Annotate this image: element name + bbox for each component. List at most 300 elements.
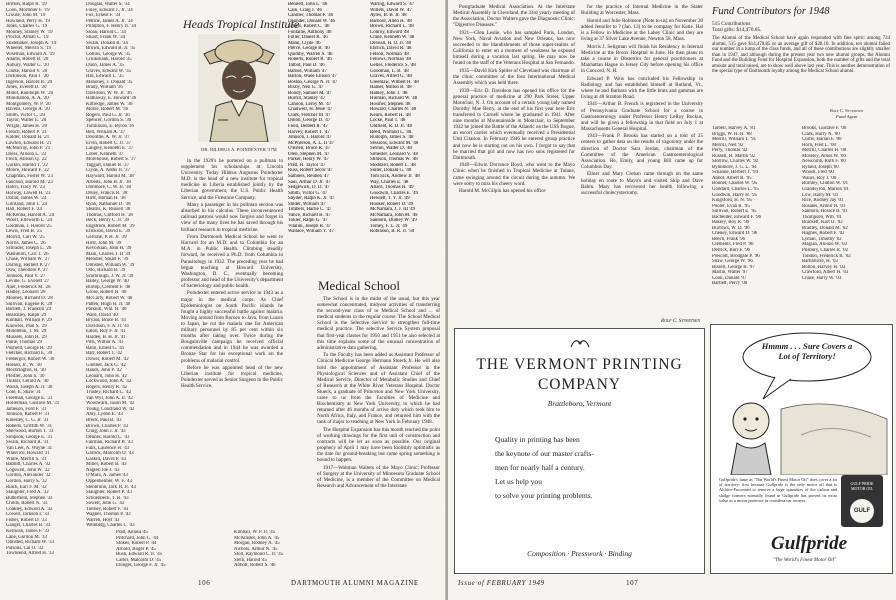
- contributor-name: Hanley, John T. '48: [370, 90, 408, 96]
- contributor-name: Morehouse, Robert S. '37: [86, 157, 136, 163]
- contributor-name: Burtop, Clement F. '40: [86, 284, 131, 290]
- contributor-name: Tomey, F. L. Jr. '49: [370, 223, 408, 229]
- contributor-name: Greenlaw, Wilbert H. '48: [370, 79, 419, 85]
- contributor-name: Ehrlich, David R. '48: [370, 46, 412, 52]
- class-notes-column-1: [453, 4, 575, 196]
- contributors-column-5: [370, 2, 446, 235]
- contributor-name: Barr, Robert T. '42: [86, 351, 123, 357]
- contributor-name: Bachelder, Edward F. '96: [712, 214, 762, 220]
- contributor-name: Dunn, James A. '35: [86, 63, 124, 69]
- contributor-name: Clarke, Harold V. '20: [6, 68, 48, 74]
- contributor-name: Kimball, William P. '29: [6, 318, 52, 324]
- contributor-name: Falls, Laurence H. '43: [86, 445, 130, 451]
- contributor-name: Tom Eick, Andrew Jr. '48: [370, 173, 420, 179]
- contributor-name: Brown, Edward B. Jr. '35: [86, 46, 136, 52]
- class-notes-column-2: [581, 4, 703, 197]
- contributor-name: Patten, Hugh H. Jr. '40: [86, 301, 131, 307]
- contributor-name: Snyder, Ralph K. Jr. '47: [288, 196, 335, 202]
- contributor-name: Bennett, John L. '46: [288, 2, 328, 7]
- class-note-paragraph: Edward P. Weis has concluded his Fellowship in Radiology and has established himself at Rutland, Vt., where he and Barbara with the little brats and gammas are living at 48 Stratton Road.: [581, 75, 703, 100]
- contributor-name: Babbitt, Charles A. '32: [6, 462, 51, 468]
- contributor-name: Crouse, John M. '19: [6, 13, 46, 19]
- contributor-name: Crane, Kenneth W. '48: [370, 35, 415, 41]
- contributor-name: Storrow, Charles W. '92: [712, 159, 759, 165]
- contributors-column-4: [288, 2, 370, 235]
- gulfpride-ad: [710, 324, 893, 574]
- contributor-name: Horn, Fred L. '00: [802, 142, 836, 148]
- contributor-name: Davidson, W. W. Jr. '36: [86, 90, 132, 96]
- portrait-caption: DR. HILDRUS A. POINDEXTER '27M: [201, 147, 277, 152]
- contributor-name: Young, Courtland W. '42: [86, 406, 135, 412]
- contributor-name: McNamara, John M. '49: [370, 212, 418, 218]
- contributor-name: Abbott, Robert S. '46: [234, 563, 276, 569]
- contributor-name: Tokler, Ralph G. '47: [288, 218, 328, 224]
- contributor-name: Daunder, Donald W. '46: [288, 18, 336, 24]
- contributor-name: Chase, William W. '27: [6, 257, 50, 263]
- contributor-name: Deveall, H. O. Jr. '48: [370, 40, 412, 46]
- contributor-name: Gordon, Harry S. '32: [6, 479, 47, 485]
- contributor-name: Graves, Alfred G. '48: [370, 74, 412, 80]
- contributor-name: Roberts, Robert R. '46: [288, 57, 332, 63]
- class-note-paragraph: Morris J. Seligman will finish his Residency in Internal Medicine at the Bronx Hospital in June. He then plans to take a course in Obstetrics for general practitioners at Manhattan Hague in Jersey City before opening his office in Concord, N. H.: [581, 43, 703, 74]
- contributor-name: Cain, Craig J. '46: [288, 7, 322, 13]
- contributor-name: Bynnmore, J. G. L. '94: [712, 164, 757, 170]
- contributor-name: Ravens, George A. '20: [6, 107, 50, 113]
- contributor-name: Plimpton, F. Henry Jr. '34: [86, 24, 137, 30]
- contributor-name: Wheeler, Melvin S. '19: [6, 46, 52, 52]
- contributor-name: Hirst, John M. '39: [86, 240, 122, 246]
- contributor-name: Tondon, Frederick R. '02: [802, 253, 851, 259]
- right-page: [448, 0, 896, 600]
- contributor-name: Pitts, Wilbur A. '41: [86, 340, 124, 346]
- contributor-name: McCarty, Robert W. '40: [86, 295, 133, 301]
- contributor-name: Sessions, Edward M. '48: [370, 140, 419, 146]
- contributor-name: Lewis, Fred B. '25: [6, 229, 43, 235]
- contributor-name: Morgan, Rodney A. '45: [234, 541, 280, 547]
- fund-total-gifts: Total gifts: $14,470.85.: [712, 27, 762, 33]
- contributor-name: Field, Delbert R. '47: [288, 124, 328, 130]
- contributor-name: Auer, Frederick M. '28: [6, 284, 51, 290]
- contributor-name: Grose, Robert H. '40: [86, 290, 127, 296]
- contributor-name: Sloan, Harold C. '34: [86, 29, 126, 35]
- medical-paragraph: The School is in the midst of the usual, but this year somewhat concentrated, midyear activities of transferring the second-year class of to Medical School and ... of medical students in the regular course. The School Medical School is the Selective Service to strengthen full-time medical practice. The selective Service System proposal that first-year classes for 1950 and 1951 be also selected at this time explains some of the unusual concentration of administrative data gathering.: [317, 296, 440, 351]
- contributor-name: Knowles, Paul S. '29: [6, 323, 47, 329]
- contributors-column-4b: [234, 530, 316, 569]
- contributor-name: Hadley, Leonard '28: [6, 290, 46, 296]
- gulf-speech-bubble: Hmmm . . . Sure Covers a Lot of Territory!: [761, 341, 853, 361]
- contributor-name: Mooney, Stanley W. '19: [6, 29, 53, 35]
- contributor-name: Proctor, Alman C. '19: [6, 35, 49, 41]
- contributor-name: Gilliland, John T. '24: [6, 201, 48, 207]
- contributor-name: Breck, Paul B. '43: [86, 418, 122, 424]
- contributor-name: McKenna, Harold A. '24: [6, 212, 55, 218]
- contributor-name: Samuels, Reuben '47: [288, 173, 329, 179]
- contributor-name: Ryan, Nathaniel D. '38: [86, 201, 131, 207]
- contributor-name: Barbour, Allen H. '48: [370, 18, 412, 24]
- contributor-name: Hathaway, E. Howard '36: [86, 96, 137, 102]
- contributor-name: Tarbell, Harvey A. '81: [712, 126, 756, 131]
- contributor-name: Fanchon, Harold M. '23: [6, 179, 53, 185]
- class-note-paragraph: 1939—Eric D. Davidson has opened his office for the general practice of medicine at 290 Park Street, Upper Montclair, N. J. On account of a certain young lady named Dorothy Mae Berry, at the end of his first year here Eric transferred to Cornell where he graduated in 1941. After nine months at Mountainside in Montclair, in September 1942 he joined the Battle of the Atlantic on the USS Bogue, an escort carrier which eventually received a Presidential Unit Citation. In February 1946 he entered group practice and now he is starting out on his own. I forgot to say that he married that girl and now has two sons registered for Dartmouth.: [453, 87, 575, 161]
- class-note-paragraph: Harold M. McGilpin has opened his office: [459, 188, 546, 195]
- right-page-number: 107: [626, 579, 639, 587]
- contributor-name: Van Wyl, John A. Jr. '42: [86, 395, 133, 401]
- contributor-name: Kearn, Robert H. '48: [370, 112, 411, 118]
- contributor-name: Sanborn, Dudley W. '49: [370, 218, 417, 224]
- vermont-printing-ad: [454, 328, 705, 574]
- contributor-name: Barbarioxe, H. '03: [802, 259, 838, 265]
- contributor-name: Freeman, George E. '31: [6, 395, 53, 401]
- contributor-name: Schanne, Herbert T. '94: [712, 170, 758, 176]
- medical-paragraph: 1917—Waltman Walters of the Mayo Clinic, Professor of Surgery at the University of Minnesota Graduate School of Medicine, is a member of the Committee on Medical Research and Advancement of the Interstate: [317, 465, 440, 490]
- contributor-name: Goldman, J. Harold '25: [6, 223, 52, 229]
- contributor-name: Collins, George W. '35: [86, 51, 131, 57]
- fund-contributors-b: [802, 126, 890, 281]
- contributor-name: Harvey, Robert T. '47: [288, 129, 330, 135]
- contributor-name: Ryland, Joseph '00: [802, 164, 839, 170]
- contributor-name: Gurkin, Harold T. '22: [6, 162, 48, 168]
- contributor-name: Hughes, Robert F. '02: [802, 231, 845, 237]
- contributors-column-2b: [116, 530, 198, 569]
- left-footer-title: DARTMOUTH ALUMNI MAGAZINE: [291, 579, 419, 587]
- contributor-name: Waring, Edward S. '47: [370, 2, 415, 7]
- gulf-can-label: GULF PRIDE MOTOR OIL: [850, 481, 874, 491]
- contributor-name: Bradley, Donald M. '02: [802, 225, 848, 231]
- contributor-name: Mendier, Stuart F. '39: [86, 257, 129, 263]
- contributor-name: Petrine, James A. Jr. '34: [86, 18, 133, 24]
- contributor-name: Adams, Robert B. '20: [6, 57, 49, 63]
- contributor-name: Stoddard, Robert L. '48: [370, 162, 416, 168]
- contributor-name: Rosales, Arthur H. '01: [802, 203, 846, 209]
- contributor-name: Rice, Rodney Jay '01: [802, 198, 844, 204]
- contributor-name: Bissell, George B. '97: [712, 264, 755, 270]
- contributor-name: Lyman, Timothy '02: [802, 236, 842, 242]
- class-note-paragraph: Elmer and Mary Creban came through on the same holiday en route to Mayo's and visited Skip and Dave Rabin. Mary has recovered her health following a successful cholecystectomy.: [581, 171, 703, 196]
- contributor-name: Smith, Victor C. '20: [6, 112, 45, 118]
- contributor-name: Pratt, H. Taylor '47: [288, 162, 326, 168]
- contributors-column-2: [86, 2, 164, 528]
- contributor-name: Bush, Edward R. Jr. '45: [116, 552, 163, 558]
- contributor-name: Fontaine, Anthony '46: [288, 29, 332, 35]
- contributor-name: Chase, Harry W. '03: [802, 275, 842, 281]
- contributor-name: Schrader, Joseph L. '26: [6, 246, 52, 252]
- contributor-name: Olmsted, Richard W. '33: [6, 540, 55, 546]
- contributor-name: Kimball, W. P. Jr. '45: [234, 530, 276, 535]
- contributor-name: Gauger, Charles B. '33: [6, 523, 51, 529]
- contributor-name: Oppenheimer, W. F. '43: [86, 479, 132, 485]
- contributor-name: Fuller, Daniel B. '46: [288, 35, 328, 41]
- contributor-name: Aubury, Walter G. '20: [6, 63, 49, 69]
- contributor-name: Shaw, George W. '96: [712, 259, 753, 265]
- contributor-name: Wright, James H. '20: [6, 124, 48, 130]
- contributor-name: Holsen, Jr., W. '30: [6, 362, 42, 368]
- contributor-name: Jones, Everett D. '20: [6, 85, 47, 91]
- contributor-name: Stearns, K. Russell '38: [86, 207, 131, 213]
- contributor-name: Mahoney, J. Donald '35: [86, 79, 133, 85]
- contributor-name: Kinesiey, C. G. Jr. '31: [6, 418, 49, 424]
- contributor-name: Lane, Gordon M. '33: [6, 534, 47, 540]
- article-paragraph: In the 1920's he portered on a pullman to supplement his scholarships at Lincoln University. Today Hildrus Augustus Poindexter M.D. is the head of a new institute for tropical medicine in Liberia established jointly by the Liberian government, the U.S. Public Health Service, and the Firestone Company.: [181, 158, 283, 201]
- contributor-name: Pilsbury, Charles R. '02: [802, 248, 849, 254]
- contributor-name: Thomas, Clifford H. '38: [86, 212, 133, 218]
- contributor-name: Russ, Robert Secor '47: [288, 168, 333, 174]
- contributor-name: Snider, William '47: [288, 201, 326, 207]
- contributor-name: Bartlett, J. Franklin '29: [6, 307, 52, 313]
- contributor-name: Gelles, Frederick S. '48: [370, 63, 416, 69]
- contributor-name: Saul, Arthur D. Jr. '47: [288, 179, 331, 185]
- contributor-name: Russell, H. Martin '92: [712, 153, 756, 159]
- contributor-name: Stimson, Thomas W. '48: [370, 157, 418, 163]
- contributor-name: Fellows, Norman '48: [370, 57, 411, 63]
- contributor-name: Hill, Edward L. '35: [86, 74, 124, 80]
- contributor-name: Boston, George N. Jr. '47: [288, 79, 338, 85]
- contributor-name: Ingersoll, Harold B. '20: [6, 79, 53, 85]
- contributor-name: Hamer, Milton B. '48: [370, 85, 412, 91]
- contributor-name: Douglas, Walter S. '34: [86, 2, 130, 7]
- contributor-name: Sullivan, Eugene R. '28: [6, 301, 53, 307]
- contributor-name: Kerruish, James F. '33: [6, 528, 50, 534]
- contributor-name: Davidson, F. A. Jr. '41: [86, 323, 130, 329]
- contributor-name: Brown, Charles P. '43: [86, 423, 129, 429]
- contributor-name: Fairman, Richard B. '43: [86, 440, 133, 446]
- vermont-ad-location: Brattleboro, Vermont: [547, 399, 612, 408]
- contributor-name: Fefson, Norman '48: [370, 51, 409, 57]
- contributor-name: Stuart, Frank W. '34: [86, 35, 126, 41]
- contributor-name: Schoenbeck, T. R. '43: [86, 495, 129, 501]
- contributor-name: McMurray, John P. '21: [6, 146, 51, 152]
- contributor-name: Gerrone, P. H. Jr. '39: [86, 234, 127, 240]
- contributor-name: Grandsyron, Marion '01: [802, 187, 849, 193]
- contributor-name: Goodwin, Charles E. '49: [370, 190, 419, 196]
- contributor-name: Parker, Henry W. '47: [288, 157, 329, 163]
- contributor-name: Merrill, Charles H. '00: [802, 148, 847, 154]
- contributor-name: Finch, Allison Q. '22: [6, 157, 47, 163]
- right-footer-issue: Issue of FEBRUARY 1949: [458, 579, 545, 587]
- contributor-name: Trustey, Richard C. '42: [86, 390, 132, 396]
- contributor-name: Goodman, L. B. '48: [370, 68, 409, 74]
- contributor-name: Olmsted, William W. '39: [86, 262, 135, 268]
- contributor-name: McNamara, J. J. III '49: [370, 207, 416, 213]
- article-paragraph: Poindexter entered active service in 1943 as a major in the medical corps. As Chief Epidemiologist on South Pacific islands he fought a highly successful battle against malaria. Moving around from Borneo to Java, from Luzon to Japan, he cut the malaria rate for American military personnel by 85 per cent within six months after taking over. Twice during the Bougainville campaign he received official commendation and in 1944 he was awarded a Bronze Star for his exceptional work on the problems of malarial control.: [181, 290, 283, 364]
- class-notes-signature: Rolf C. Syvertsen: [661, 319, 701, 324]
- contributor-name: Eaton, Roy F. Jr. '41: [86, 329, 126, 335]
- contributor-name: Bartlett, Percy '00: [712, 281, 748, 287]
- contributor-name: Fisher, Robert D. '33: [6, 517, 47, 523]
- contributor-name: McAllister, John A. '45: [234, 535, 280, 541]
- contributor-name: Woods, Fred '00: [802, 170, 834, 176]
- contributor-name: Low, Harry M. '01: [802, 192, 839, 198]
- contributor-name: Mann, Clyde '46: [288, 40, 321, 46]
- contributor-name: Robinson, R. R. Jr. '50: [370, 229, 415, 235]
- contributor-name: Riach, Earl F. M. '32: [6, 484, 47, 490]
- contributor-name: Briggs, W. H. H. '88: [712, 131, 752, 137]
- article-paragraph: From Dartmouth Medical School he went to Harvard for an M.D. and to Columbia for an M.A. in Public Health. Climbing steadily forward, he received a Ph.D. from Columbia in Parasitology in 1932. The preceding year he had begun teaching at Howard University, Washington, D. C., eventually becoming professor and head of the University's department of bacteriology and public health.: [181, 234, 283, 289]
- contributor-name: Burrill, Stanley '47: [288, 96, 326, 102]
- contributor-name: Cogswell, John W. '32: [6, 467, 50, 473]
- contributor-name: Davis, Allison L. '22: [6, 151, 47, 157]
- fund-signature-title: Fund Agent: [836, 114, 858, 119]
- gulf-tagline: "The World's Finest Motor Oil": [773, 558, 837, 563]
- contributor-name: Dickinson, Paul J. '20: [6, 74, 49, 80]
- class-note-paragraph: Postgraduate Medical Association. At the Interstate Medical Assembly in Cleveland, the 33rd yearly meeting of the Association, Doctor Walters gave the Diagnostic Clinic: "Digestive Diseases.": [453, 4, 575, 29]
- contributor-name: Bixby, Neil G. '47: [288, 85, 324, 91]
- contributor-name: Ehinger, George F. Jr. '45: [116, 563, 166, 569]
- printer-flourish-icon: [569, 335, 591, 351]
- contributor-name: Pfeiffer, John S. '30: [6, 373, 45, 379]
- contributor-name: Gordon, Alexander '32: [6, 473, 51, 479]
- contributor-name: Sullivan, Robert E. '95: [712, 209, 757, 215]
- contributor-name: Carter, Malcolm D. '45: [116, 557, 162, 563]
- contributor-name: Barnes, William '47: [288, 68, 327, 74]
- contributor-name: Olen, Stephen M. '47: [288, 151, 330, 157]
- contributor-name: Lawton, Edward H. '21: [6, 140, 52, 146]
- contributor-name: Sexton, Walter D. '48: [370, 146, 412, 152]
- class-note-paragraph: 1940—Edwin Dorrance Boyd, who went to the Mayo Clinic when he finished in Tropical Medicine at Tulane, came swinging around the circuit during the autumn. We were sorry to miss his cheery word.: [453, 162, 575, 187]
- vermont-ad-line: to solve your printing problems.: [495, 491, 593, 500]
- contributor-name: Chadwell, H. Jesse '47: [288, 107, 333, 113]
- contributor-name: Hewlett, T. Y. Jr. '49: [370, 196, 410, 202]
- contributor-name: Roberts, Griffith W. '31: [6, 423, 53, 429]
- medical-school-article: [317, 296, 440, 491]
- article-heading: Heads Tropical Institute: [183, 17, 300, 31]
- contributor-name: Dimmore, C. W. Jr. '38: [86, 185, 131, 191]
- contributor-name: Hollerman, Gustave M. '31: [6, 401, 60, 407]
- contributor-name: Brackett, Karl O. '02: [802, 220, 843, 226]
- contributor-name: Dow, Theodore P. '27: [6, 268, 48, 274]
- contributor-name: Druey, Francis R. '38: [86, 190, 128, 196]
- contributor-name: White, Merrill S. '31: [6, 456, 47, 462]
- contributor-name: Weinberg, Charles L. '43: [86, 523, 135, 528]
- medical-school-title: Medical School: [318, 278, 400, 293]
- contributor-name: Slaughter, Fred A. '32: [6, 490, 49, 496]
- gulf-body-copy: Gulfpride's fame as "The World's Finest Motor Oil" does cover a lot of territory: first because Gulfpride is the only motor oil that is Alchlor-Processed to remove a large quantities of the carbon and sludge formers normally found in Gulfpride has proved its extra value as a motor protector in countless car owners.: [719, 477, 837, 503]
- contributor-name: Wlasvico, Howard '31: [6, 451, 50, 457]
- fund-signature: Rolf C. Syvertsen: [830, 108, 864, 113]
- contributor-name: Barton, Wade Ellison '47: [288, 74, 337, 80]
- contributor-name: Bonner, Charles W. '95: [712, 181, 758, 187]
- contributor-name: Gaskill, David P. '43: [86, 456, 127, 462]
- contributor-name: Beck, Henry C. Jr. '39: [86, 218, 130, 224]
- contributor-name: Kittredge, James W. '36: [86, 101, 133, 107]
- contributor-name: Fox, Ernest F. '34: [86, 13, 121, 19]
- contributor-name: Simester, Leonard V. '48: [370, 151, 418, 157]
- contributor-name: Kidder, Donald H. '21: [6, 135, 50, 141]
- contributor-name: Otto, Richard B. '39: [86, 268, 126, 274]
- contributor-name: Bakery, Roy R. '96: [712, 220, 750, 226]
- contributors-column-1: [6, 2, 84, 557]
- contributor-name: Beardsley, Ralph '29: [6, 312, 47, 318]
- contributor-name: Langley, Kenneth E. '37: [86, 146, 134, 152]
- contributor-name: Vance, Richard B. '47: [288, 212, 331, 218]
- gulf-logo: GULF: [850, 499, 874, 523]
- contributor-name: Cahoon, Leroy M. '47: [288, 101, 332, 107]
- contributor-name: Pritchard, John C. '44: [116, 535, 159, 541]
- contributor-name: Burrows, W. D. '96: [712, 225, 750, 231]
- contributor-name: Locke, Paul T. '48: [370, 118, 406, 124]
- contributor-name: Nagler, Joe J. '43: [86, 467, 120, 473]
- contributor-name: Moseley, Amos W. '00: [802, 153, 846, 159]
- vermont-ad-line: Quality in printing has been: [495, 435, 580, 444]
- contributor-name: Mochrington, H. '30: [6, 368, 46, 374]
- contributor-name: Newcomb, Ruth F. '00: [802, 159, 846, 165]
- contributor-name: Abbot, Albert B. '95: [712, 175, 752, 181]
- contributor-name: Waurs, Roy J. '00: [802, 175, 837, 181]
- contributor-name: Woolf, Ellsworth L. '24: [6, 218, 52, 224]
- contributor-name: Allard, Thomas H. '49: [370, 185, 414, 191]
- fund-heading: Fund Contributors for 1948: [712, 6, 830, 17]
- contributor-name: Quimby, Warren S. '46: [288, 51, 333, 57]
- contributor-name: Boody, Samuel M. '47: [288, 90, 332, 96]
- contributor-name: Arbeitz, John B. Jr. '38: [86, 179, 131, 185]
- contributor-name: Clyde, A. Addis Jr. '37: [86, 168, 130, 174]
- contributor-name: Cheney, Edward D. '96: [712, 231, 758, 237]
- contributor-name: French, Robert P. '21: [6, 129, 47, 135]
- contributor-name: Foley, Edward J., Jr. '34: [86, 7, 133, 13]
- contributor-name: Kevorkian, John H. '39: [86, 246, 132, 252]
- contributor-name: Leonard, John H. '42: [86, 373, 127, 379]
- contributor-name: Wallace, William Y. '47: [288, 229, 334, 235]
- contributor-name: Coakley, Edward A. '33: [6, 506, 53, 512]
- contributor-name: Woodward, Jason M. '42: [86, 401, 135, 407]
- contributor-name: Sherwood, Burton T. '31: [6, 429, 54, 435]
- class-note-paragraph: 1935—David Kirk Spitler of Cleveland was chairman of the clinic committee of the four Intermational Medical Assembly which was held there.: [453, 67, 575, 87]
- contributor-name: Sanborn, Horace B. '01: [802, 209, 848, 215]
- contributor-name: Parsons, Cal O. '33: [6, 545, 44, 551]
- contributor-name: Pusfield, George H. '29: [6, 345, 52, 351]
- contributor-name: Conroy, Edward '48: [370, 29, 410, 35]
- contributor-name: Miller, Randolph W. '20: [6, 90, 54, 96]
- contributor-name: Eckels, Robert C. '46: [288, 24, 330, 30]
- vermont-ad-copy: [495, 433, 695, 503]
- contributor-name: Sedgewick, D. D. '47: [288, 185, 330, 191]
- contributor-name: Goddard, Charles L. '95: [712, 187, 759, 193]
- contributor-name: Magian, Alonzo W. '02: [802, 242, 848, 248]
- vermont-ad-line: men for nearly half a century.: [495, 463, 585, 472]
- contributor-name: Coon, Mortimer F. '19: [6, 7, 50, 13]
- contributor-name: Hayward, Harold M. '38: [86, 173, 134, 179]
- contributor-name: Wagner, Thomas P. '43: [86, 512, 131, 518]
- contributor-name: Warren, Hoyt '43: [86, 517, 120, 523]
- contributor-name: Pooler, Evan R. '95: [712, 203, 750, 209]
- class-note-paragraph: for the practice of Internal Medicine in the Slater Building at Worcester, Mass.: [581, 4, 703, 17]
- contributor-name: Nichols, Arthur N. '45: [234, 546, 278, 552]
- contributor-name: Swain, Donald R. '34: [86, 40, 128, 46]
- contributor-name: Scarbrough, J. W. Jr. '39: [86, 273, 134, 279]
- class-note-paragraph: 1941—Arthur B. French is registered in the University of Pennsylvania Graduate School for a course in Gastroenterology under Professor Henry LeRoy Bockus, and will be given a fellowship in that field on July 1 at Massachusetts General Hospital.: [581, 101, 703, 132]
- contributor-name: Hardee, B. H. Jr. '41: [86, 334, 126, 340]
- contributor-name: Dillon, George D. '47: [288, 118, 331, 124]
- contributor-name: Studebaker, Joseph A. '19: [6, 40, 57, 46]
- contributor-name: Johnson, J. Harold '47: [288, 135, 332, 141]
- contributor-name: Derrick, Burr F. '96: [712, 248, 751, 254]
- contributor-name: Stein, Harold '45: [234, 557, 268, 563]
- contributor-name: Lockwood, John A. '42: [86, 379, 132, 385]
- contributor-name: Spencer, Gordon S. '36: [86, 118, 132, 124]
- fund-total: 515 Contributions: [712, 21, 751, 27]
- contributor-name: Prescott, Brodgate P. '96: [712, 253, 760, 259]
- contributor-name: Childs, Robert N. '33: [6, 501, 48, 507]
- contributor-name: Sowell, John G. '43: [86, 501, 125, 507]
- contributor-name: Tomlinson, E. Byron '36: [86, 124, 134, 130]
- class-note-paragraph: 1943—Frank P. Brooks has started on a tour of 25 centers to gather data on the results of vagotomy under the direction of Doctor Sara Jordan, chairman of the Committee of the American Gastroenterological Association. He, Emily, and young Bill came up for Columbus Day.: [581, 133, 703, 170]
- contributor-name: Bell, William A. '37: [86, 129, 126, 135]
- contributor-name: Washburn, Carl T. '26: [6, 251, 49, 257]
- contributor-name: Beech, Frank '96: [712, 236, 746, 242]
- contributor-name: Moore, Howard F. '22: [6, 168, 50, 174]
- contributor-name: Hands, John P. '42: [86, 368, 122, 374]
- contributor-name: Way, Charles E. '48: [370, 179, 409, 185]
- contributor-name: Goodwin, Harry H. '95: [712, 192, 758, 198]
